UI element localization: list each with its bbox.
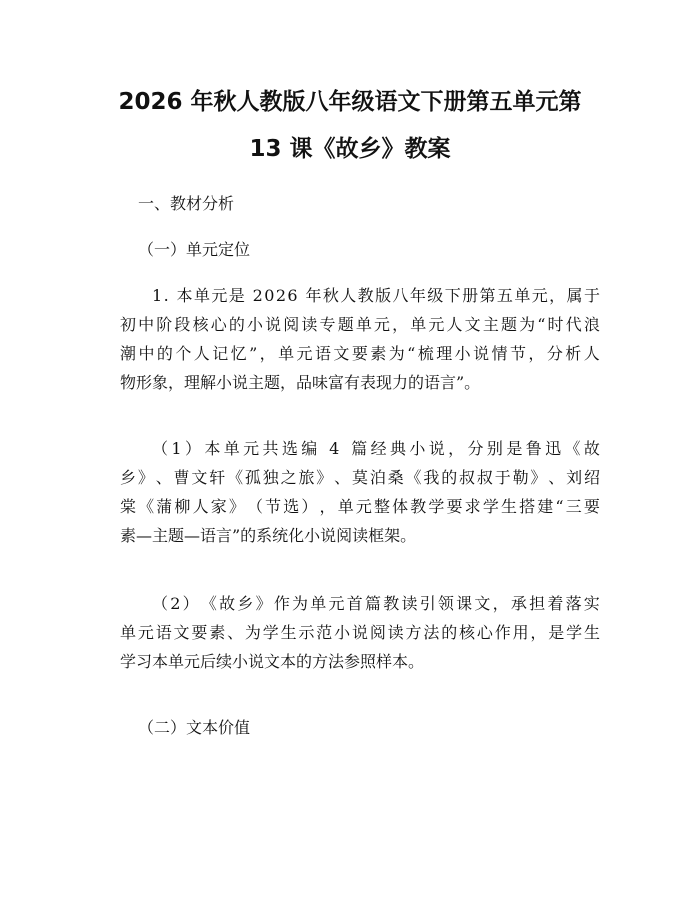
paragraph-line: 素—主题—语言”的系统化小说阅读框架。 xyxy=(120,526,417,545)
subsection-heading-text-value: （二）文本价值 xyxy=(138,718,251,737)
paragraph-line: 棠 《 蒲 柳 人 家 》 （ 节 选 ） ， 单 元 整 体 教 学 要 求 学 生 搭 建 “ 三 要 xyxy=(120,497,600,516)
paragraph-line: 初 中 阶 段 核 心 的 小 说 阅 读 专 题 单 元 ， 单 元 人 文 主 题 为 “ 时 代 浪 xyxy=(120,315,600,334)
paragraph-lead-text-role xyxy=(120,589,600,676)
section-heading-teaching-material-analysis: 一、教材分析 xyxy=(138,194,235,213)
paragraph-line: 乡 》 、 曹 文 轩 《 孤 独 之 旅 》 、 莫 泊 桑 《 我 的 叔 叔 于 勒 》 、 刘 绍 xyxy=(120,468,600,487)
paragraph-line: 1 . 本 单 元 是 2 0 2 6 年 秋 人 教 版 八 年 级 下 册 第 五 单 元 ， 属 于 xyxy=(152,286,600,305)
document-title-line-2: 13 课《故乡》教案 xyxy=(249,136,451,162)
paragraph-unit-overview xyxy=(120,281,600,397)
paragraph-line: （ 1 ） 本 单 元 共 选 编 4 篇 经 典 小 说 ， 分 别 是 鲁 迅 《 故 xyxy=(152,439,600,458)
paragraph-line: （ 2 ） 《 故 乡 》 作 为 单 元 首 篇 教 读 引 领 课 文 ， 承 担 着 落 实 xyxy=(152,594,600,613)
paragraph-line: 潮 中 的 个 人 记 忆 ” ， 单 元 语 文 要 素 为 “ 梳 理 小 说 情 节 ， 分 析 人 xyxy=(120,344,600,363)
subsection-heading-unit-positioning: （一）单元定位 xyxy=(138,240,251,259)
document-title-line-1: 2026 年秋人教版八年级语文下册第五单元第 xyxy=(118,89,582,115)
paragraph-line: 物形象，理解小说主题，品味富有表现力的语言”。 xyxy=(120,373,481,392)
paragraph-line: 单 元 语 文 要 素 、 为 学 生 示 范 小 说 阅 读 方 法 的 核 心 作 用 ， 是 学 生 xyxy=(120,623,600,642)
paragraph-selected-novels xyxy=(120,434,600,550)
paragraph-line: 学习本单元后续小说文本的方法参照样本。 xyxy=(120,652,425,671)
